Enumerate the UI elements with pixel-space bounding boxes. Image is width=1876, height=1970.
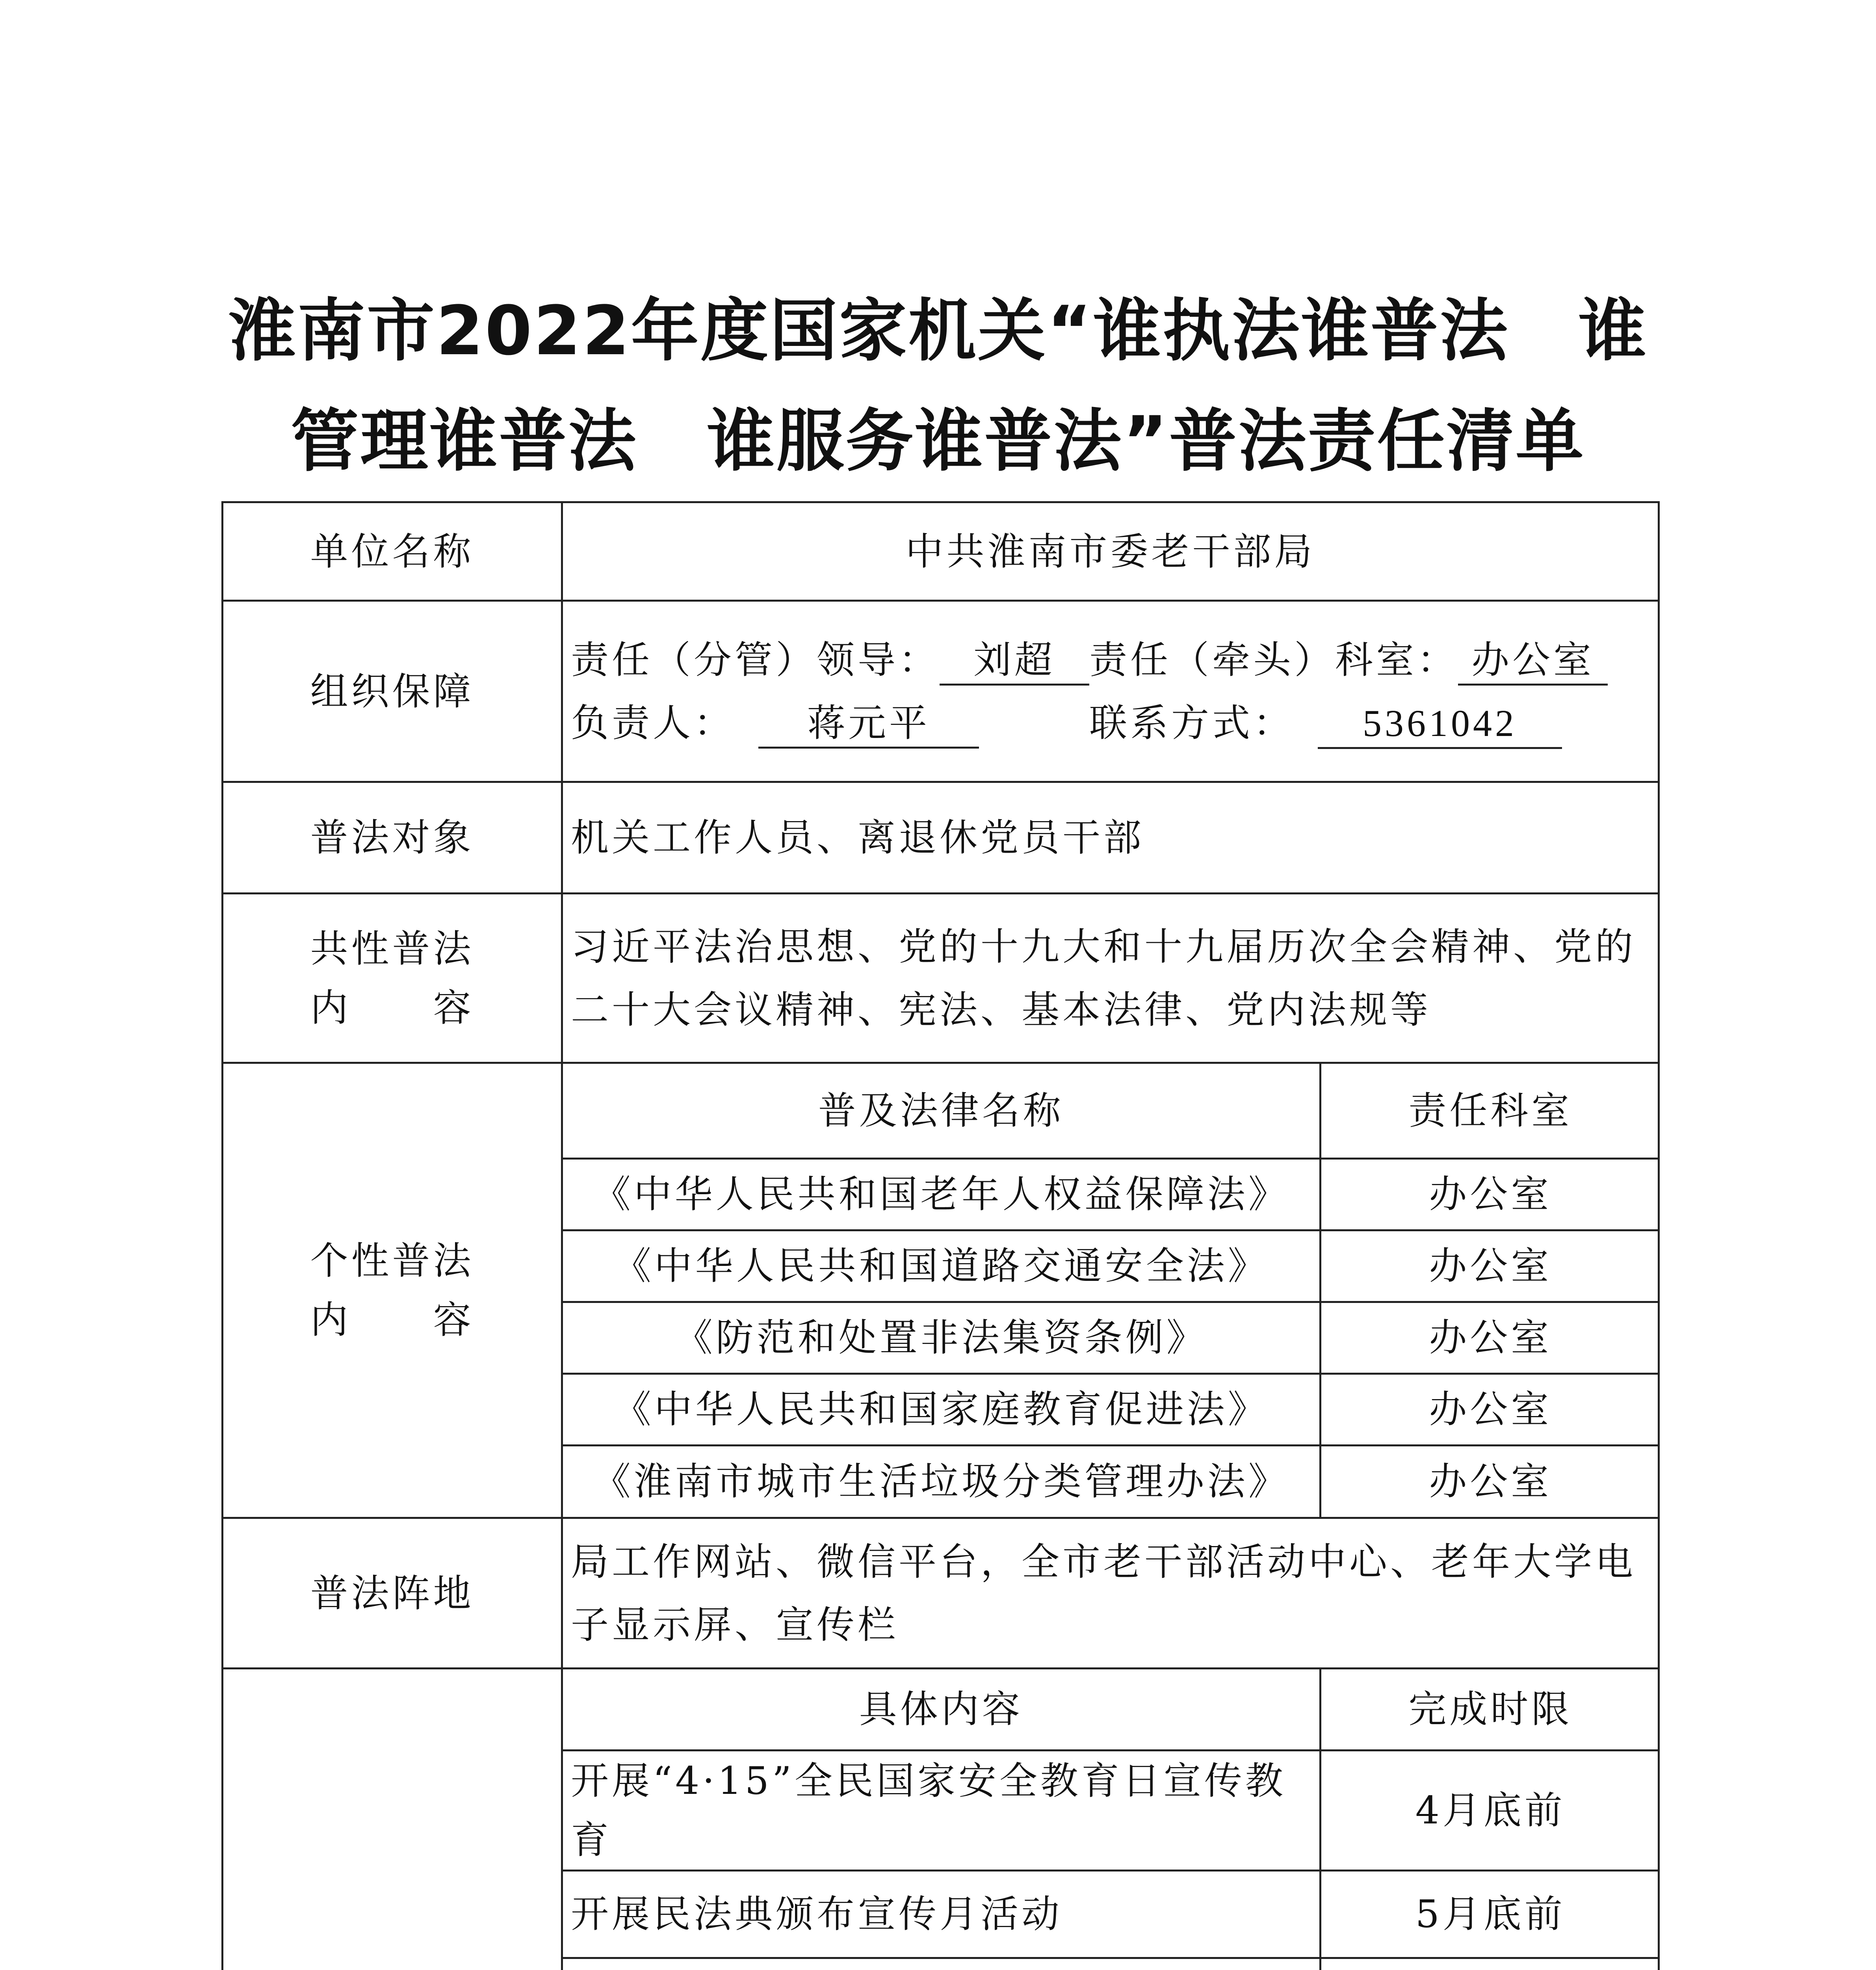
row-specific xyxy=(223,1063,1659,1518)
plan-cell xyxy=(562,1669,1659,1970)
specific-label-line-1: 个性普法 xyxy=(310,1239,474,1283)
unit-value: 中共淮南市委老干部局 xyxy=(562,502,1659,601)
org-value xyxy=(562,601,1659,782)
row-unit xyxy=(223,502,1659,601)
law-office: 办公室 xyxy=(1320,1373,1660,1445)
plan-row xyxy=(563,1870,1660,1958)
office-label: 责任（牵头）科室： xyxy=(1089,637,1458,682)
header-responsible-office: 责任科室 xyxy=(1320,1064,1660,1158)
contact-number: 5361042 xyxy=(1318,700,1562,749)
plan-table xyxy=(563,1669,1660,1970)
title-line-1: 淮南市2022年度国家机关“谁执法谁普法 谁 xyxy=(228,291,1648,370)
office-name: 办公室 xyxy=(1458,636,1608,686)
law-row xyxy=(563,1373,1660,1445)
specific-laws-table xyxy=(563,1064,1660,1517)
document-title xyxy=(197,276,1679,496)
law-name: 《淮南市城市生活垃圾分类管理办法》 xyxy=(563,1445,1320,1517)
person-name: 蒋元平 xyxy=(758,699,979,749)
person-label: 负责人： xyxy=(571,701,735,745)
common-label-line-2: 内 容 xyxy=(310,985,474,1030)
leader-name: 刘超 xyxy=(940,636,1089,686)
plan-label xyxy=(223,1669,562,1970)
law-office: 办公室 xyxy=(1320,1158,1660,1230)
plan-header-row xyxy=(563,1669,1660,1750)
row-target xyxy=(223,782,1659,894)
target-value: 机关工作人员、离退休党员干部 xyxy=(562,782,1659,894)
common-value: 习近平法治思想、党的十九大和十九届历次全会精神、党的二十大会议精神、宪法、基本法律、党内法规等 xyxy=(562,894,1659,1063)
header-content: 具体内容 xyxy=(859,1687,1023,1732)
plan-deadline: 5月底前 xyxy=(1320,1870,1660,1958)
org-line-2 xyxy=(571,691,1658,755)
common-label-line-1: 共性普法 xyxy=(310,926,474,971)
header-law-name: 普及法律名称 xyxy=(818,1088,1064,1133)
specific-label-line-2: 内 容 xyxy=(310,1298,474,1342)
law-office: 办公室 xyxy=(1320,1445,1660,1517)
law-name: 《防范和处置非法集资条例》 xyxy=(563,1302,1320,1373)
plan-content: 开展民法典颁布宣传月活动 xyxy=(563,1870,1320,1958)
law-office: 办公室 xyxy=(1320,1302,1660,1373)
plan-content: 开展“4·15”全民国家安全教育日宣传教育 xyxy=(563,1750,1320,1870)
law-office: 办公室 xyxy=(1320,1230,1660,1302)
contact-label: 联系方式： xyxy=(1089,701,1294,745)
row-org xyxy=(223,601,1659,782)
specific-header-row xyxy=(563,1064,1660,1158)
leader-label: 责任（分管）领导： xyxy=(571,637,940,682)
plan-row xyxy=(563,1750,1660,1870)
org-line-1 xyxy=(571,628,1658,691)
org-label: 组织保障 xyxy=(223,601,562,782)
law-row xyxy=(563,1302,1660,1373)
row-common xyxy=(223,894,1659,1063)
plan-deadline: 4月底前 xyxy=(1320,1750,1660,1870)
title-line-2: 管理谁普法 谁服务谁普法”普法责任清单 xyxy=(291,401,1585,481)
row-plan xyxy=(223,1669,1659,1970)
law-name: 《中华人民共和国家庭教育促进法》 xyxy=(563,1373,1320,1445)
law-name: 《中华人民共和国老年人权益保障法》 xyxy=(563,1158,1320,1230)
unit-label: 单位名称 xyxy=(223,502,562,601)
law-row xyxy=(563,1158,1660,1230)
law-row xyxy=(563,1230,1660,1302)
plan-row xyxy=(563,1958,1660,1970)
target-label: 普法对象 xyxy=(223,782,562,894)
specific-label xyxy=(223,1063,562,1518)
law-name: 《中华人民共和国道路交通安全法》 xyxy=(563,1230,1320,1302)
responsibility-table xyxy=(221,501,1660,1970)
specific-cell xyxy=(562,1063,1659,1518)
common-label xyxy=(223,894,562,1063)
law-row xyxy=(563,1445,1660,1517)
venue-label: 普法阵地 xyxy=(223,1518,562,1669)
plan-content xyxy=(563,1958,1320,1970)
venue-value: 局工作网站、微信平台，全市老干部活动中心、老年大学电子显示屏、宣传栏 xyxy=(562,1518,1659,1669)
header-deadline: 完成时限 xyxy=(1320,1669,1660,1750)
plan-deadline xyxy=(1320,1958,1660,1970)
row-venue xyxy=(223,1518,1659,1669)
